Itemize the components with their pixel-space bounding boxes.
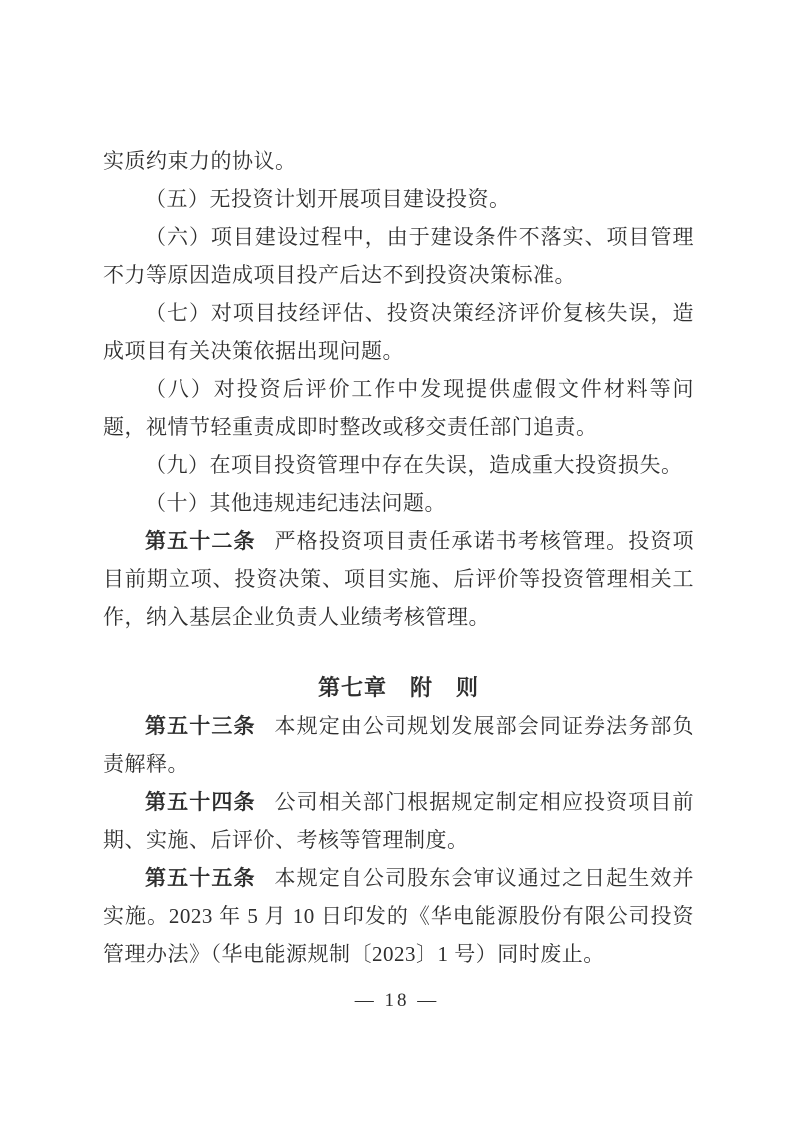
article-text-52: 严格投资项目责任承诺书考核管理。投资项目前期立项、投资决策、项目实施、后评价等投资管理相关工作，纳入基层企业负责人业绩考核管理。 bbox=[103, 529, 695, 629]
continuation-paragraph: 实质约束力的协议。 bbox=[103, 149, 297, 173]
article-number-54: 第五十四条 bbox=[145, 790, 256, 814]
article-text-55: 本规定自公司股东会审议通过之日起生效并实施。2023 年 5 月 10 日印发的《华电能源股份有限公司投资管理办法》（华电能源规制〔2023〕1 号）同时废止。 bbox=[103, 866, 695, 966]
article-text-54: 公司相关部门根据规定制定相应投资项目前期、实施、后评价、考核等管理制度。 bbox=[103, 790, 695, 852]
article-number-53: 第五十三条 bbox=[145, 714, 256, 738]
chapter-heading: 第七章 附 则 bbox=[317, 675, 479, 700]
article-paragraph-54 bbox=[103, 783, 694, 859]
article-number-52: 第五十二条 bbox=[145, 529, 256, 553]
clause-item-9: （九）在项目投资管理中存在失误，造成重大投资损失。 bbox=[145, 453, 683, 477]
document-body bbox=[103, 142, 694, 973]
clause-item-10: （十）其他违规违纪违法问题。 bbox=[145, 491, 446, 515]
clause-item-6: （六）项目建设过程中，由于建设条件不落实、项目管理不力等原因造成项目投产后达不到投资决策标准。 bbox=[103, 225, 694, 287]
clause-item-5: （五）无投资计划开展项目建设投资。 bbox=[145, 187, 511, 211]
page-footer bbox=[0, 990, 794, 1012]
article-text-53: 本规定由公司规划发展部会同证券法务部负责解释。 bbox=[103, 714, 695, 776]
clause-item-7: （七）对项目技经评估、投资决策经济评价复核失误，造成项目有关决策依据出现问题。 bbox=[103, 301, 694, 363]
article-paragraph-53 bbox=[103, 707, 694, 783]
article-paragraph-52 bbox=[103, 522, 694, 636]
page-number: — 18 — bbox=[354, 990, 440, 1011]
article-paragraph-55 bbox=[103, 859, 694, 973]
article-number-55: 第五十五条 bbox=[145, 866, 256, 890]
clause-item-8: （八）对投资后评价工作中发现提供虚假文件材料等问题，视情节轻重责成即时整改或移交责任部门追责。 bbox=[103, 377, 694, 439]
